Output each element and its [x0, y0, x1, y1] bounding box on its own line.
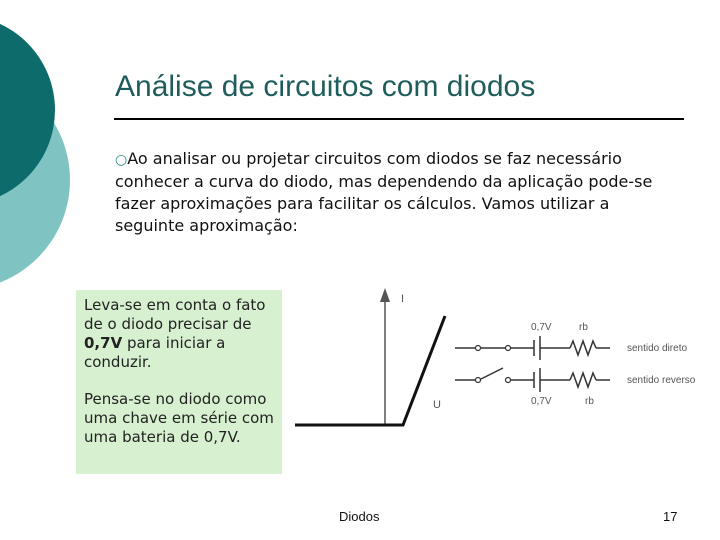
resistor-icon	[570, 373, 596, 387]
open-switch	[481, 368, 503, 379]
direct-bias-label: sentido direto	[627, 343, 688, 354]
footer-title: Diodos	[339, 509, 380, 524]
bullet-text: Ao analisar ou projetar circuitos com diodos se faz necessário conhecer a curva do diodo, mas dependendo da aplicação pode-se fazer aproximações para facilitar os cálculos. Vamos utilizar a seguinte aproximação:	[115, 149, 653, 235]
note-box	[76, 290, 282, 474]
x-axis-label: U	[433, 399, 441, 411]
note-paragraph-2: Pensa-se no diodo como uma chave em série com uma bateria de 0,7V.	[84, 390, 274, 446]
title-underline	[114, 118, 684, 120]
note-paragraph-1: Leva-se em conta o fato de o diodo precisar de 0,7V para iniciar a conduzir.	[84, 296, 266, 371]
page-number: 17	[663, 509, 678, 524]
y-axis-arrow-icon	[380, 288, 390, 302]
diode-approximation-diagram	[285, 282, 705, 446]
slide-title: Análise de circuitos com diodos	[115, 70, 536, 103]
bullet-paragraph	[115, 148, 655, 237]
reverse-bias-circuit	[455, 368, 696, 407]
resistor-icon	[570, 341, 596, 355]
reverse-voltage-label: 0,7V	[531, 396, 552, 407]
direct-voltage-label: 0,7V	[531, 322, 552, 333]
decorative-circles	[0, 0, 80, 300]
hollow-circle-bullet-icon: ○	[115, 152, 128, 168]
diode-characteristic-curve	[295, 316, 445, 425]
reverse-resistor-label: rb	[585, 396, 594, 407]
y-axis-label: I	[401, 293, 405, 305]
direct-resistor-label: rb	[579, 322, 588, 333]
reverse-bias-label: sentido reverso	[627, 375, 696, 386]
direct-bias-circuit	[455, 322, 687, 360]
